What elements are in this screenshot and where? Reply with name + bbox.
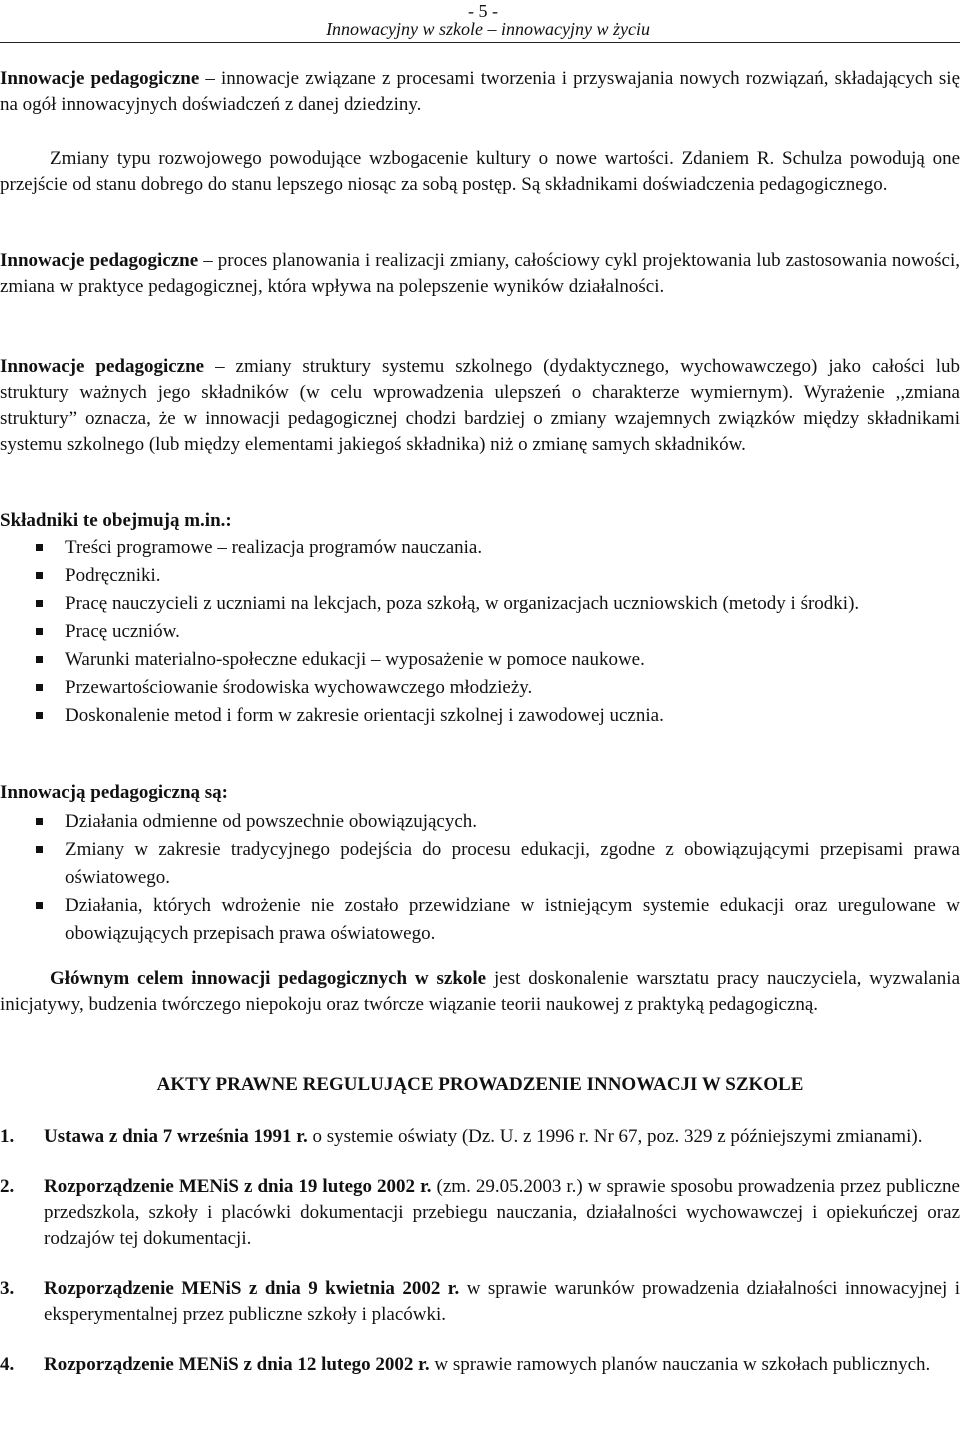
list-item: Warunki materialno-społeczne edukacji – wyposażenie w pomoce naukowe. <box>0 646 960 674</box>
act-number: 3. <box>0 1278 15 1299</box>
list-item: Treści programowe – realizacja programów nauczania. <box>0 534 960 562</box>
components-list <box>0 534 960 730</box>
paragraph-definition-3 <box>0 354 960 458</box>
goal-term: Głównym celem innowacji pedagogicznych w szkole <box>50 968 487 989</box>
act-item <box>0 1174 960 1252</box>
definition-text: – proces planowania i realizacji zmiany, całościowy cykl projektowania lub zastosowania nowości, zmiana w praktyce pedagogicznej, która wpływa na polepszenie wyników działalności. <box>0 250 960 297</box>
act-text: (zm. 29.05.2003 r.) w sprawie sposobu prowadzenia przez publiczne przedszkola, szkoły i placówki dokumentacji przebiegu nauczania, działalności wychowawczej i opiekuńczej oraz rodzajów tej dokumentacji. <box>44 1176 960 1249</box>
paragraph-definition-1 <box>0 66 960 118</box>
act-item <box>0 1276 960 1328</box>
act-title: Rozporządzenie MENiS z dnia 19 lutego 2002 r. <box>44 1176 432 1197</box>
paragraph-development <box>0 146 960 198</box>
list-item: Pracę uczniów. <box>0 618 960 646</box>
act-title: Ustawa z dnia 7 września 1991 r. <box>44 1126 308 1147</box>
definition-text: – zmiany struktury systemu szkolnego (dydaktycznego, wychowawczego) jako całości lub struktury ważnych jego składników (w celu wprowadzenia ulepszeń o charakterze wymiernym). Wyrażenie ,,zmiana struktury” oznacza, że w innowacji pedagogicznej chodzi bardziej o zmiany wzajemnych związków między składnikami systemu szkolnego (lub między elementami jakiegoś składnika) niż o zmianę samych składników. <box>0 356 960 455</box>
acts-heading: AKTY PRAWNE REGULUJĄCE PROWADZENIE INNOWACJI W SZKOLE <box>156 1074 804 1095</box>
definition-text: – innowacje związane z procesami tworzenia i przyswajania nowych rozwiązań, składających się na ogół innowacyjnych doświadczeń z danej dziedziny. <box>0 68 960 115</box>
act-text: w sprawie warunków prowadzenia działalności innowacyjnej i eksperymentalnej przez publiczne szkoły i placówki. <box>44 1278 960 1325</box>
components-heading: Składniki te obejmują m.in.: <box>0 510 232 531</box>
list-item: Działania, których wdrożenie nie zostało przewidziane w istniejącym systemie edukacji oraz uregulowane w obowiązujących przepisach prawa oświatowego. <box>0 892 960 948</box>
list-item: Doskonalenie metod i form w zakresie orientacji szkolnej i zawodowej ucznia. <box>0 702 960 730</box>
term: Innowacje pedagogiczne <box>0 250 199 271</box>
paragraph-text: Zmiany typu rozwojowego powodujące wzbogacenie kultury o nowe wartości. Zdaniem R. Schulza powodują one przejście od stanu dobrego do stanu lepszego niosąc za sobą postęp. Są składnikami doświadczenia pedagogicznego. <box>0 148 960 195</box>
acts-list <box>0 1124 960 1378</box>
paragraph-goal <box>0 966 960 1018</box>
act-item <box>0 1124 960 1150</box>
term: Innowacje pedagogiczne <box>0 68 200 89</box>
list-item: Pracę nauczycieli z uczniami na lekcjach, poza szkołą, w organizacjach uczniowskich (metody i środki). <box>0 590 960 618</box>
header-rule <box>0 42 960 43</box>
act-title: Rozporządzenie MENiS z dnia 9 kwietnia 2002 r. <box>44 1278 460 1299</box>
list-item: Przewartościowanie środowiska wychowawczego młodzieży. <box>0 674 960 702</box>
goal-text: jest doskonalenie warsztatu pracy nauczyciela, wyzwalania inicjatywy, budzenia twórczego niepokoju oraz twórcze wiązanie teorii naukowej z praktyką pedagogiczną. <box>0 968 960 1015</box>
term: Innowacje pedagogiczne <box>0 356 205 377</box>
page-number: - 5 - <box>468 1 498 21</box>
act-text: o systemie oświaty (Dz. U. z 1996 r. Nr 67, poz. 329 z późniejszymi zmianami). <box>307 1126 923 1147</box>
innovation-list <box>0 808 960 948</box>
act-title: Rozporządzenie MENiS z dnia 12 lutego 2002 r. <box>44 1354 430 1375</box>
act-number: 4. <box>0 1354 15 1375</box>
act-item <box>0 1352 960 1378</box>
act-number: 2. <box>0 1176 15 1197</box>
list-item: Podręczniki. <box>0 562 960 590</box>
list-item: Działania odmienne od powszechnie obowiązujących. <box>0 808 960 836</box>
act-text: w sprawie ramowych planów nauczania w szkołach publicznych. <box>429 1354 931 1375</box>
paragraph-definition-2 <box>0 248 960 300</box>
list-item: Zmiany w zakresie tradycyjnego podejścia do procesu edukacji, zgodne z obowiązującymi przepisami prawa oświatowego. <box>0 836 960 892</box>
act-number: 1. <box>0 1126 15 1147</box>
innovation-heading: Innowacją pedagogiczną są: <box>0 782 229 803</box>
running-header-title: Innowacyjny w szkole – innowacyjny w życiu <box>326 19 650 39</box>
